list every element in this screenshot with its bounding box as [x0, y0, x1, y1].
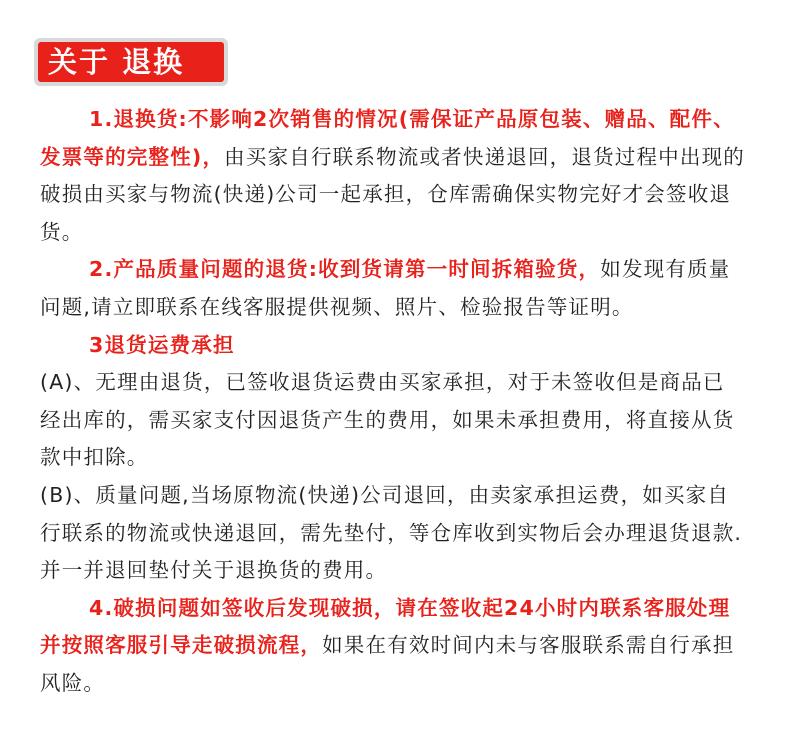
policy-section-4: [40, 590, 746, 703]
title-banner: [34, 38, 228, 86]
section-4-body: 如果在有效时间内未与客服联系需自行承担风险。: [40, 633, 735, 695]
section-3-highlight: 3退货运费承担: [89, 332, 235, 357]
section-1-body: 由买家自行联系物流或者快递退回，退货过程中出现的破损由买家与物流(快递)公司一起承担，仓库需确保实物完好才会签收退货。: [40, 144, 745, 244]
page-title: 关于 退换: [38, 42, 224, 82]
policy-content: [40, 101, 746, 703]
policy-section-3-heading: [40, 327, 746, 365]
policy-section-3-item-b: (B)、质量问题,当场原物流(快递)公司退回，由卖家承担运费，如买家自行联系的物流或快递退回，需先垫付，等仓库收到实物后会办理退货退款.并一并退回垫付关于退换货的费用。: [40, 482, 743, 583]
policy-section-1: [40, 101, 746, 251]
section-1-highlight: 1.退换货:不影响2次销售的情况(需保证产品原包装、赠品、配件、发票等的完整性)，: [40, 107, 735, 169]
policy-section-3-item-a: (A)、无理由退货，已签收退货运费由买家承担，对于未签收但是商品已经出库的，需买家支付因退货产生的费用，如果未承担费用，将直接从货款中扣除。: [40, 370, 735, 470]
section-2-highlight: 2.产品质量问题的退货:收到货请第一时间拆箱验货，: [89, 257, 601, 282]
section-4-highlight: 4.破损问题如签收后发现破损，请在签收起24小时内联系客服处理并按照客服引导走破损流程，: [40, 595, 731, 658]
section-2-body: 如发现有质量问题,请立即联系在线客服提供视频、照片、检验报告等证明。: [40, 257, 731, 319]
policy-section-2: [40, 251, 746, 326]
